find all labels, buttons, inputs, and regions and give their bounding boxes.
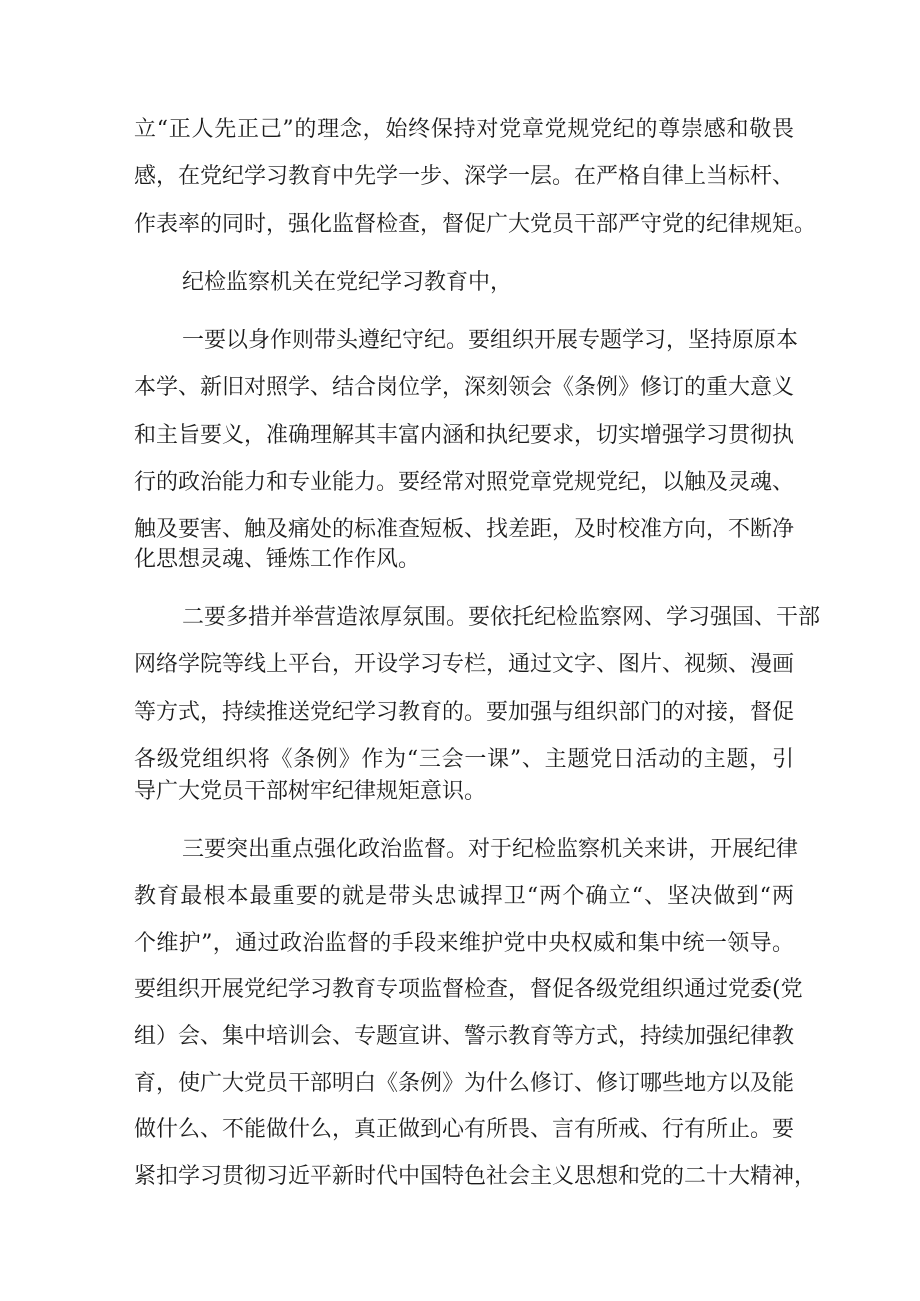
paragraph-4-line-4: 各级党组织将《条例》作为“三会一课”、主题党日活动的主题，引 [134,747,794,772]
paragraph-3-line-4: 行的政治能力和专业能力。要经常对照党章党规党纪，以触及灵魂、 [134,470,795,495]
paragraph-5-line-4: 要组织开展党纪学习教育专项监督检查，督促各级党组织通过党委(党 [134,977,803,1002]
paragraph-4-line-1-text: 要依托纪检监察网、学习强国、干部 [468,605,821,630]
paragraph-4-line-1 [182,598,821,638]
paragraph-5-line-7: 做什么、不能做什么，真正做到心有所畏、言有所戒、行有所止。要 [134,1117,795,1142]
paragraph-1-line-3: 作表率的同时，强化监督检查，督促广大党员干部严守党的纪律规矩。 [134,212,817,237]
paragraph-4-line-2: 网络学院等线上平台，开设学习专栏，通过文字、图片、视频、漫画 [134,652,795,677]
paragraph-4-line-5: 导广大党员干部树牢纪律规矩意识。 [134,779,487,804]
paragraph-4-line-3: 等方式，持续推送党纪学习教育的。要加强与组织部门的对接，督促 [134,700,795,725]
paragraph-5-line-2: 教育最根本最重要的就是带头忠诚捍卫“两个确立“、坚决做到“两 [134,884,794,909]
paragraph-5-line-1: 三要突出重点强化政治监督。对于纪检监察机关来讲，开展纪律 [182,837,799,862]
paragraph-5-line-8: 紧扣学习贯彻习近平新时代中国特色社会主义思想和党的二十大精神， [134,1164,817,1189]
paragraph-5-line-6: 育，使广大党员干部明白《条例》为什么修订、修订哪些地方以及能 [134,1071,795,1096]
paragraph-2-line-1: 纪检监察机关在党纪学习教育中， [182,270,513,295]
paragraph-1-line-1: 立“正人先正己”的理念，始终保持对党章党规党纪的尊崇感和敬畏 [134,117,794,142]
paragraph-3-line-3: 和主旨要义，准确理解其丰富内涵和执纪要求，切实增强学习贯彻执 [134,423,795,448]
paragraph-4-lead: 二要多措并举营造浓厚氛围。 [182,605,469,630]
paragraph-5-line-3: 个维护”，通过政治监督的手段来维护党中央权威和集中统一领导。 [134,931,794,956]
paragraph-5-line-5: 组）会、集中培训会、专题宣讲、警示教育等方式，持续加强纪律教 [134,1024,795,1049]
paragraph-1-line-2: 感，在党纪学习教育中先学一步、深学一层。在严格自律上当标杆、 [134,164,795,189]
paragraph-3-line-1: 一要以身作则带头遵纪守纪。要组织开展专题学习，坚持原原本 [182,328,799,353]
paragraph-3-line-2: 本学、新旧对照学、结合岗位学，深刻领会《条例》修订的重大意义 [134,375,795,400]
paragraph-3-line-6: 化思想灵魂、锤炼工作作风。 [134,547,421,572]
paragraph-3-line-5: 触及要害、触及痛处的标准查短板、找差距，及时校准方向，不断净 [134,517,795,542]
